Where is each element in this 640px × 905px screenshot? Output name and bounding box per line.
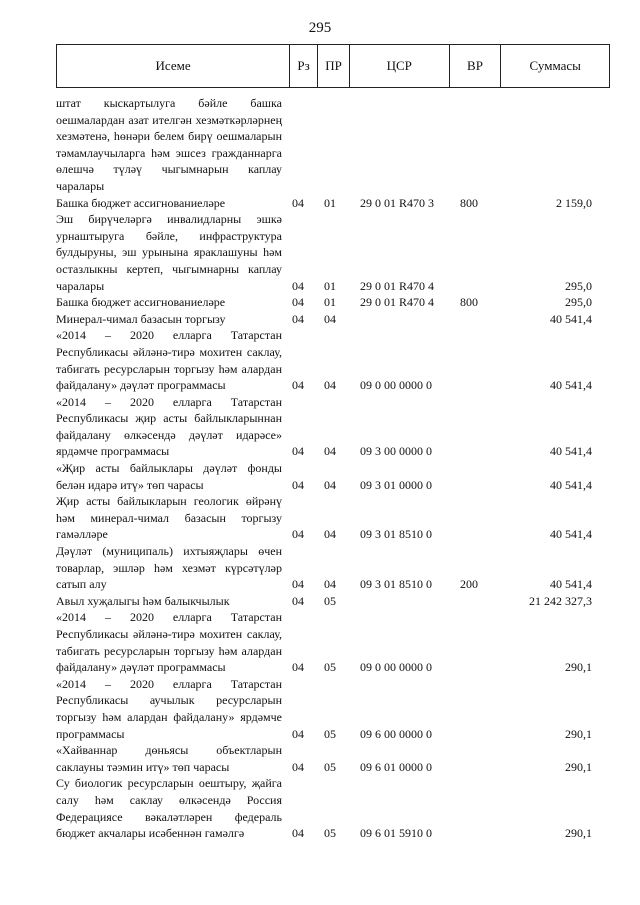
header-name: Исеме [57, 45, 290, 87]
table-row [56, 311, 610, 328]
header-vr: ВР [450, 45, 502, 87]
row-sum: 40 541,4 [550, 378, 592, 393]
row-pr: 04 [324, 444, 336, 459]
row-pr: 01 [324, 195, 336, 210]
row-name: «Җир асты байлыклары дәүләт фонды белән идарә итү» төп чарасы [56, 461, 282, 492]
row-name: «2014 – 2020 елларга Татарстан Республикасы әйләнә-тирә мохитен саклау, табигать ресурсларын торгызу һәм алардан файдалану» дәүләт программасы [56, 328, 282, 393]
row-sum: 290,1 [565, 759, 592, 774]
row-sum: 40 541,4 [550, 444, 592, 459]
page-number: 295 [308, 20, 332, 36]
row-rz: 04 [292, 577, 304, 592]
row-csr: 09 3 01 8510 0 [360, 577, 432, 592]
row-sum: 40 541,4 [550, 527, 592, 542]
table-row [56, 394, 610, 460]
table-row [56, 327, 610, 393]
row-pr: 04 [324, 527, 336, 542]
row-sum: 290,1 [565, 726, 592, 741]
row-pr: 04 [324, 477, 336, 492]
row-csr: 29 0 01 R470 3 [360, 195, 435, 210]
row-rz: 04 [292, 726, 304, 741]
row-pr: 05 [324, 660, 336, 675]
row-rz: 04 [292, 295, 304, 310]
row-rz: 04 [292, 527, 304, 542]
row-rz: 04 [292, 195, 304, 210]
row-rz: 04 [292, 826, 304, 841]
row-name: «Хайваннар дөньясы объектларын саклауны тәэмин итү» төп чарасы [56, 743, 282, 774]
row-sum: 40 541,4 [550, 477, 592, 492]
row-pr: 05 [324, 826, 336, 841]
row-name: Башка бюджет ассигнованиеләре [56, 195, 226, 210]
row-name: Су биологик ресурсларын оештыру, җайга салу һәм саклау өлкәсендә Россия Федерациясе вәкаләтләрен федераль бюджет акчалары исәбеннән гамәлгә [56, 776, 282, 841]
header-rz: Рз [290, 45, 318, 87]
row-vr: 200 [460, 577, 478, 592]
table-row [56, 460, 610, 493]
row-rz: 04 [292, 477, 304, 492]
row-rz: 04 [292, 278, 304, 293]
row-rz: 04 [292, 660, 304, 675]
row-name: «2014 – 2020 елларга Татарстан Республикасы аучылык ресурсларын торгызу һәм алардан файдалану» ярдәмче программасы [56, 676, 282, 741]
table-row [56, 95, 610, 195]
row-csr: 09 3 00 0000 0 [360, 444, 432, 459]
row-name: Авыл хуҗалыгы һәм балыкчылык [56, 593, 230, 608]
table-row [56, 593, 610, 610]
row-rz: 04 [292, 593, 304, 608]
row-pr: 01 [324, 295, 336, 310]
table-row [56, 493, 610, 543]
table-row [56, 195, 610, 212]
row-pr: 01 [324, 278, 336, 293]
table-row [56, 211, 610, 294]
row-pr: 04 [324, 378, 336, 393]
row-name: «2014 – 2020 елларга Татарстан Республикасы әйләнә-тирә мохитен саклау, табигать ресурсларын торгызу һәм алардан файдалану» дәүләт программасы [56, 610, 282, 675]
row-csr: 29 0 01 R470 4 [360, 278, 435, 293]
row-pr: 05 [324, 593, 336, 608]
row-sum: 295,0 [565, 278, 592, 293]
row-rz: 04 [292, 759, 304, 774]
row-name: штат кыскартылуга бәйле башка оешмалардан азат ителгән хезмәткәрләрнең хезмәтенә, һөнәри белем бирү оешмаларын тәмамлаучыларга һәм эшсез гражданнарга өлешчә түләү чыгымнарын каплау чаралары [56, 96, 282, 193]
header-sum: Суммасы [529, 58, 581, 73]
row-sum: 295,0 [565, 295, 592, 310]
header-pr: ПР [318, 45, 350, 87]
row-csr: 09 3 01 0000 0 [360, 477, 432, 492]
row-sum: 290,1 [565, 826, 592, 841]
row-name: Башка бюджет ассигнованиеләре [56, 295, 226, 310]
row-pr: 05 [324, 759, 336, 774]
row-vr: 800 [460, 295, 478, 310]
table-row [56, 676, 610, 742]
row-name: Эш бирүчеләргә инвалидларны эшкә урнаштыруга бәйле, инфраструктура булдыруны, эш урынына яраклашуны һәм остазлыкны кертеп, чыгымнарны каплау чаралары [56, 212, 282, 293]
row-csr: 09 6 01 5910 0 [360, 826, 432, 841]
row-csr: 09 0 00 0000 0 [360, 378, 432, 393]
row-rz: 04 [292, 444, 304, 459]
row-rz: 04 [292, 311, 304, 326]
row-sum: 21 242 327,3 [529, 593, 592, 608]
table-header [56, 44, 610, 88]
table-body [56, 95, 610, 842]
table-row [56, 543, 610, 593]
row-csr: 09 0 00 0000 0 [360, 660, 432, 675]
row-sum: 2 159,0 [556, 195, 592, 210]
row-sum: 40 541,4 [550, 577, 592, 592]
table-row [56, 742, 610, 775]
row-sum: 40 541,4 [550, 311, 592, 326]
row-pr: 05 [324, 726, 336, 741]
row-pr: 04 [324, 311, 336, 326]
row-name: «2014 – 2020 елларга Татарстан Республикасы җир асты байлыкларыннан файдалану өлкәсендә дәүләт идарәсе» ярдәмче программасы [56, 394, 282, 459]
row-name: Минерал-чимал базасын торгызу [56, 311, 226, 326]
row-sum: 290,1 [565, 660, 592, 675]
table-row [56, 609, 610, 675]
table-row [56, 294, 610, 311]
row-name: Дәүләт (муниципаль) ихтыяҗлары өчен товарлар, эшләр һәм хезмәт күрсәтүләр сатып алу [56, 544, 282, 592]
header-csr: ЦСР [350, 45, 450, 87]
row-csr: 09 6 01 0000 0 [360, 759, 432, 774]
row-rz: 04 [292, 378, 304, 393]
row-name: Җир асты байлыкларын геологик өйрәнү һәм минерал-чимал базасын торгызу гамәлләре [56, 494, 282, 542]
row-csr: 09 3 01 8510 0 [360, 527, 432, 542]
row-csr: 09 6 00 0000 0 [360, 726, 432, 741]
table-row [56, 775, 610, 841]
row-vr: 800 [460, 195, 478, 210]
row-pr: 04 [324, 577, 336, 592]
row-csr: 29 0 01 R470 4 [360, 295, 435, 310]
